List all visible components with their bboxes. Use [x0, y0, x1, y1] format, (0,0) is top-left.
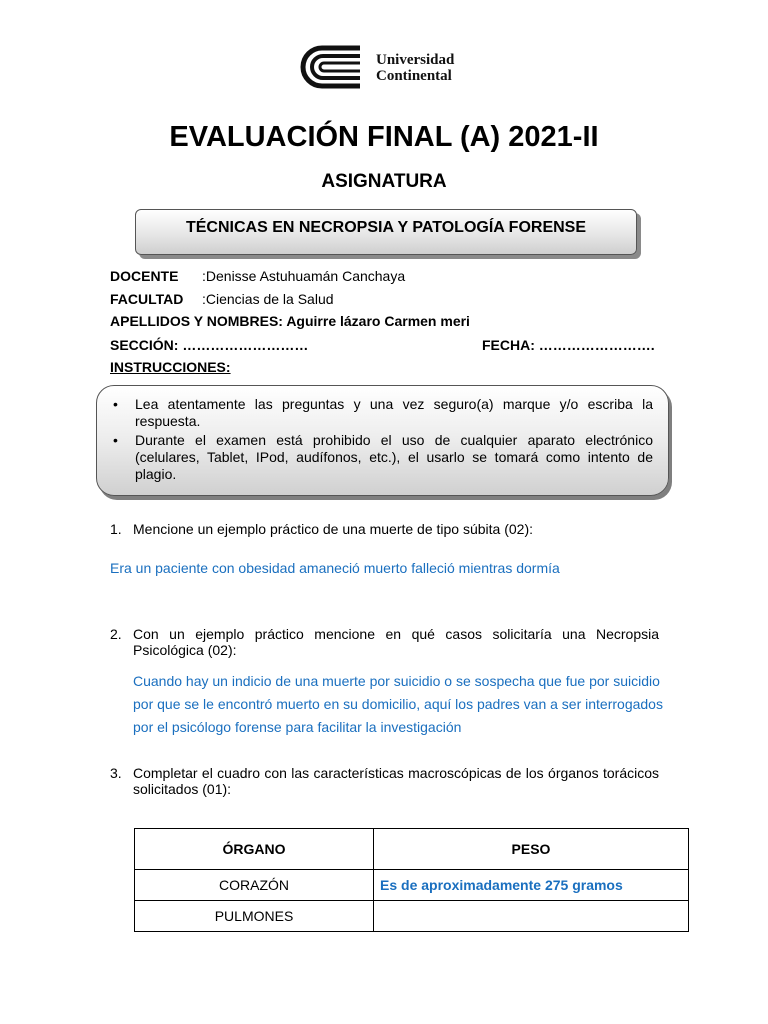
- course-name: TÉCNICAS EN NECROPSIA Y PATOLOGÍA FORENSE: [185, 219, 587, 236]
- answer-2[interactable]: Cuando hay un indicio de una muerte por suicidio o se sospecha que fue por suicidio por que se le encontró muerto en su domicilio, aquí los padres van a ser interrogados por el psicólogo forense para facilitar la investigación: [133, 673, 663, 735]
- table-header-weight: PESO: [374, 829, 689, 870]
- question-text: Con un ejemplo práctico mencione en qué casos solicitaría una Necropsia Psicológica (02):: [133, 626, 659, 658]
- university-name-line1: Universidad: [376, 52, 455, 68]
- instructions-box: [96, 385, 669, 496]
- table-header-organ: ÓRGANO: [135, 829, 374, 870]
- subject-heading: ASIGNATURA: [321, 171, 447, 192]
- question-text: Completar el cuadro con las características macroscópicas de los órganos torácicos solicitados (01):: [133, 765, 659, 797]
- bullet-icon: •: [113, 396, 118, 412]
- table-row: [135, 870, 689, 901]
- table-row: [135, 901, 689, 932]
- university-logo: [300, 44, 480, 94]
- university-name: [376, 52, 454, 84]
- docente-label: DOCENTE: [110, 268, 179, 284]
- university-logo-icon: [300, 44, 366, 90]
- instructions-title: INSTRUCCIONES:: [110, 359, 231, 375]
- organ-cell: CORAZÓN: [135, 870, 374, 901]
- answer-1[interactable]: Era un paciente con obesidad amaneció muerto falleció mientras dormía: [110, 560, 560, 576]
- organ-cell: PULMONES: [135, 901, 374, 932]
- instruction-text: Durante el examen está prohibido el uso de cualquier aparato electrónico (celulares, Tablet, IPod, audífonos, etc.), el usarlo se tomará como intento de plagio.: [135, 432, 653, 482]
- docente-value: :Denisse Astuhuamán Canchaya: [202, 268, 406, 284]
- exam-title: EVALUACIÓN FINAL (A) 2021-II: [169, 121, 599, 153]
- apellidos-nombres-field: APELLIDOS Y NOMBRES: Aguirre lázaro Carmen meri: [110, 313, 470, 329]
- question-number: 1.: [110, 521, 122, 537]
- docente-field: [110, 268, 405, 284]
- facultad-label: FACULTAD: [110, 291, 184, 307]
- question-number: 2.: [110, 626, 122, 642]
- instruction-item: [113, 432, 653, 483]
- instruction-text: Lea atentamente las preguntas y una vez seguro(a) marque y/o escriba la respuesta.: [135, 396, 653, 429]
- bullet-icon: •: [113, 432, 118, 448]
- question-text: Mencione un ejemplo práctico de una muerte de tipo súbita (02):: [133, 521, 534, 537]
- table-header-row: [135, 829, 689, 870]
- weight-cell[interactable]: Es de aproximadamente 275 gramos: [374, 870, 689, 901]
- instruction-item: [113, 396, 653, 430]
- question-number: 3.: [110, 765, 122, 781]
- seccion-field: SECCIÓN: ………………………: [110, 337, 309, 353]
- facultad-value: :Ciencias de la Salud: [202, 291, 334, 307]
- facultad-field: [110, 291, 334, 307]
- fecha-field: FECHA: …………………….: [482, 337, 655, 353]
- university-name-line2: Continental: [376, 68, 452, 84]
- organ-table: [134, 828, 689, 932]
- course-name-box: [135, 209, 637, 255]
- weight-cell[interactable]: [374, 901, 689, 932]
